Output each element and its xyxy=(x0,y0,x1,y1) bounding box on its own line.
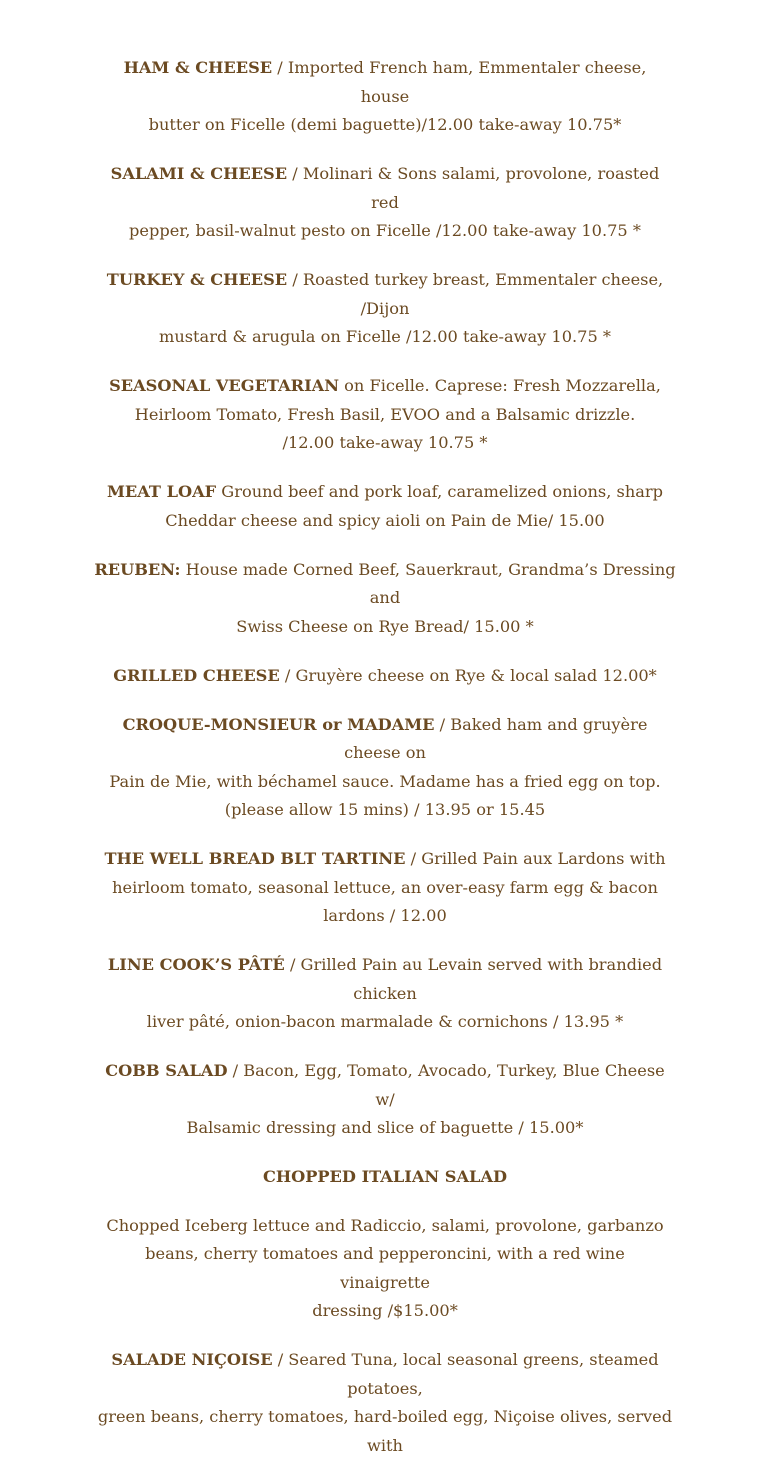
item-name: GRILLED CHEESE xyxy=(113,665,280,685)
item-description: / Gruyère cheese on Rye & local salad 12.00* xyxy=(284,665,657,685)
item-name: SEASONAL VEGETARIAN xyxy=(109,376,340,395)
item-description: House made Corned Beef, Sauerkraut, Grandma’s Dressing and xyxy=(185,559,676,607)
menu-item-meat-loaf xyxy=(100,478,670,535)
menu-item-salade-nicoise xyxy=(85,1346,685,1460)
item-name: SALADE NIÇOISE xyxy=(111,1350,273,1369)
item-description: on Ficelle. Caprese: Fresh Mozzarella, xyxy=(344,376,661,395)
item-name: SALAMI & CHEESE xyxy=(110,164,288,183)
menu-item-seasonal-vegetarian xyxy=(100,372,670,458)
item-description: / Molinari & Sons salami, provolone, roasted red xyxy=(292,164,660,212)
item-price: (please allow 15 mins) / 13.95 or 15.45 xyxy=(224,800,546,819)
item-description: Chopped Iceberg lettuce and Radiccio, salami, provolone, garbanzo xyxy=(106,1215,664,1235)
chopped-italian-salad-heading: CHOPPED ITALIAN SALAD xyxy=(262,1167,508,1186)
item-name: HAM & CHEESE xyxy=(123,58,273,77)
item-name: LINE COOK’S PÂTÉ xyxy=(107,955,285,974)
item-description: pepper, basil-walnut pesto on Ficelle /12.00 take-away 10.75 * xyxy=(129,221,641,240)
item-description: heirloom tomato, seasonal lettuce, an over-easy farm egg & bacon xyxy=(112,877,658,897)
item-description: liver pâté, onion-bacon marmalade & cornichons / 13.95 * xyxy=(146,1012,624,1031)
item-description: Ground beef and pork loaf, caramelized onions, sharp xyxy=(221,482,663,501)
menu-item-ham-cheese xyxy=(100,54,670,140)
item-description: butter on Ficelle (demi baguette)/12.00 take-away 10.75* xyxy=(148,115,622,134)
item-name: TURKEY & CHEESE xyxy=(106,270,288,289)
menu-item-line-cooks-pate xyxy=(85,951,685,1037)
item-price: /12.00 take-away 10.75 * xyxy=(282,433,488,452)
item-description: mustard & arugula on Ficelle /12.00 take-away 10.75 * xyxy=(158,327,612,346)
item-description: / Roasted turkey breast, Emmentaler cheese, /Dijon xyxy=(292,270,664,318)
item-name: MEAT LOAF xyxy=(106,482,217,501)
menu-item-grilled-cheese xyxy=(100,662,670,691)
item-name: REUBEN: xyxy=(94,559,181,579)
item-description: / Seared Tuna, local seasonal greens, steamed potatoes, xyxy=(277,1350,659,1398)
menu-item-chopped-italian-salad xyxy=(100,1212,670,1326)
menu-item-blt-tartine xyxy=(100,845,670,931)
menu-item-reuben xyxy=(85,556,685,642)
item-description: Pain de Mie, with béchamel sauce. Madame has a fried egg on top. xyxy=(109,771,661,791)
item-description: / Grilled Pain au Levain served with brandied chicken xyxy=(289,955,663,1003)
item-description: Balsamic dressing and slice of baguette / 15.00* xyxy=(186,1118,584,1137)
item-price: dressing /$15.00* xyxy=(312,1301,458,1320)
menu-item-croque xyxy=(100,711,670,825)
item-description: / Baked ham and gruyère cheese on xyxy=(344,714,648,762)
item-name: COBB SALAD xyxy=(105,1061,228,1080)
menu-item-salami-cheese xyxy=(100,160,670,246)
item-description: beans, cherry tomatoes and pepperoncini, with a red wine vinaigrette xyxy=(145,1244,625,1292)
item-description: Swiss Cheese on Rye Bread/ 15.00 * xyxy=(236,616,534,636)
item-description: / Bacon, Egg, Tomato, Avocado, Turkey, Blue Cheese w/ xyxy=(232,1061,665,1109)
item-name: THE WELL BREAD BLT TARTINE xyxy=(104,849,406,868)
menu-item-turkey-cheese xyxy=(100,266,670,352)
item-description: / Grilled Pain aux Lardons with xyxy=(410,849,666,868)
menu xyxy=(0,54,770,1481)
menu-item-cobb-salad xyxy=(100,1057,670,1143)
item-description: Cheddar cheese and spicy aioli on Pain de Mie/ 15.00 xyxy=(165,510,605,530)
item-description: / Imported French ham, Emmentaler cheese, house xyxy=(277,58,647,106)
item-name: CROQUE-MONSIEUR or MADAME xyxy=(122,714,435,734)
item-price: lardons / 12.00 xyxy=(323,906,447,925)
item-description: green beans, cherry tomatoes, hard-boiled egg, Niçoise olives, served with xyxy=(97,1407,673,1455)
item-description: Heirloom Tomato, Fresh Basil, EVOO and a Balsamic drizzle. xyxy=(134,404,636,424)
